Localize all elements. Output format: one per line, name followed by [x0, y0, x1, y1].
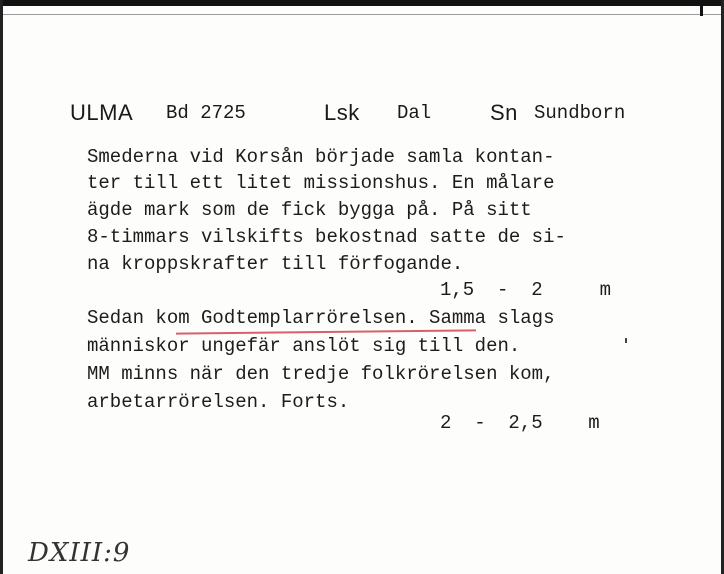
paragraph-2-line: människor ungefär anslöt sig till den. [87, 335, 521, 357]
paragraph-2-line: arbetarrörelsen. Forts. [87, 391, 350, 413]
measurement-2: 2 - 2,5 m [440, 412, 600, 434]
card-top-edge [0, 0, 724, 6]
paragraph-1-line: 8-timmars vilskifts bekostnad satte de si- [87, 226, 566, 248]
lsk-value: Dal [397, 102, 432, 124]
corner-mark [700, 0, 703, 16]
measurement-1: 1,5 - 2 m [440, 279, 612, 301]
paragraph-1-line: ägde mark som de fick bygga på. På sitt [87, 199, 532, 221]
paragraph-1-line: ter till ett litet missionshus. En målare [87, 172, 555, 194]
volume-number: Bd 2725 [166, 102, 246, 124]
paragraph-1-line: na kroppskrafter till förfogande. [87, 253, 464, 275]
card-left-edge [0, 0, 3, 574]
sn-label: Sn [490, 100, 518, 125]
paragraph-1-line: Smederna vid Korsån började samla kontan- [87, 146, 555, 168]
handwritten-reference: DXIII:9 [28, 538, 131, 568]
paragraph-2-line: MM minns när den tredje folkrörelsen kom, [87, 363, 555, 385]
archive-name: ULMA [70, 100, 134, 125]
pencil-tick [625, 338, 627, 343]
sn-value: Sundborn [534, 102, 626, 124]
lsk-label: Lsk [324, 100, 360, 125]
card-top-rule [0, 14, 724, 15]
paragraph-2-line: Sedan kom Godtemplarrörelsen. Samma slags [87, 307, 555, 329]
